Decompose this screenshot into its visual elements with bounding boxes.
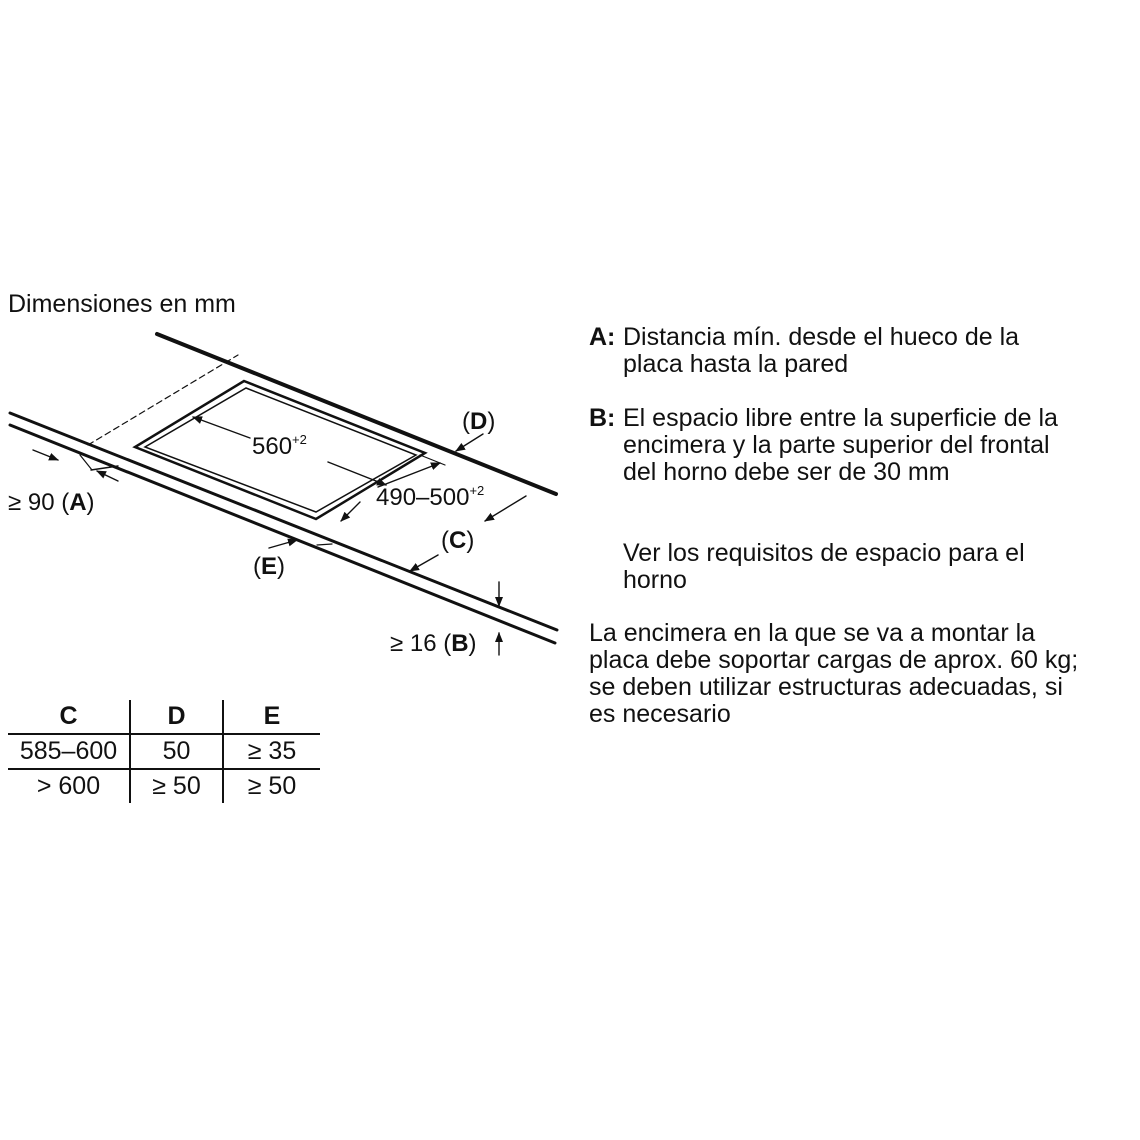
dim-b-label: ≥ 16 (B) [390, 630, 477, 657]
table-header-row [8, 700, 320, 734]
dim-e-label: (E) [253, 553, 286, 580]
legend-text-b-2: encimera y la parte superior del frontal [623, 431, 1050, 459]
legend-text-b-1: El espacio libre entre la superficie de la [623, 404, 1058, 432]
oven-note-line-2: horno [623, 566, 687, 594]
dim-c-label: (C) [441, 527, 475, 554]
table-cell: 50 [130, 734, 223, 769]
worktop-note-line-1: La encimera en la que se va a montar la [589, 619, 1036, 647]
legend-item-b [589, 405, 1058, 486]
dim-width-label: $560^{+2}$ [252, 432, 307, 460]
table-cell: ≥ 50 [130, 769, 223, 803]
table-row [8, 769, 320, 803]
legend-text-a-2: placa hasta la pared [623, 350, 849, 378]
oven-note [623, 540, 1025, 594]
page-title: Dimensiones en mm [8, 290, 236, 318]
dim-depth-label: $490-500^{+2}$ [376, 483, 485, 511]
table-cell: ≥ 50 [247, 772, 297, 800]
legend-key-a: A: [589, 323, 616, 351]
table-cell: > 600 [8, 769, 130, 803]
table-cell: ≥ 35 [223, 734, 320, 769]
table-header-c: C [8, 700, 130, 734]
legend-text-a-1: Distancia mín. desde el hueco de la [623, 323, 1020, 351]
worktop-note-line-2: placa debe soportar cargas de aprox. 60 kg; [589, 646, 1079, 674]
worktop-note-line-3: se deben utilizar estructuras adecuadas, si [589, 673, 1063, 701]
table-header-e: E [223, 700, 320, 734]
worktop-note-line-4: es necesario [589, 700, 731, 728]
legend-text-b-3: del horno debe ser de 30 mm [623, 458, 950, 486]
table-row [8, 734, 320, 769]
oven-note-line-1: Ver los requisitos de espacio para el [623, 539, 1025, 567]
worktop-note [589, 620, 1078, 728]
dim-d-label: (D) [462, 408, 496, 435]
dim-a-label: ≥ 90 (A) [8, 489, 95, 516]
table-cell: 585–600 [8, 734, 130, 769]
table-header-d: D [130, 700, 223, 734]
wall-back-edge [157, 334, 556, 494]
clearance-table [8, 700, 320, 803]
legend-key-b: B: [589, 404, 616, 432]
legend-item-a [589, 324, 1019, 378]
